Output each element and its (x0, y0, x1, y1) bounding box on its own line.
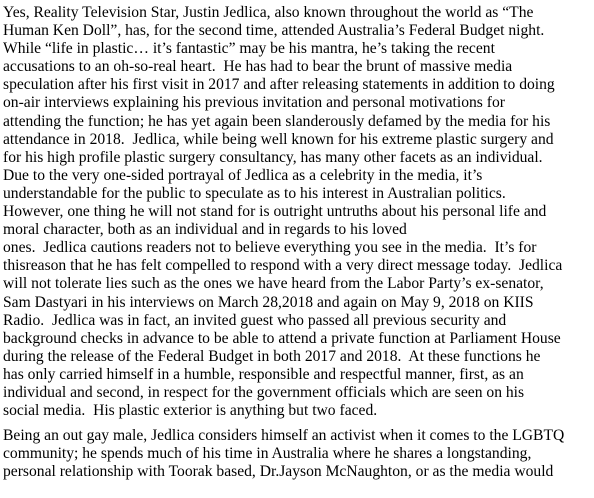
paragraph-2 (3, 427, 591, 481)
text-line: understandable for the public to speculate as to his interest in Australian politics. (3, 184, 506, 202)
text-line: However, one thing he will not stand for is outright untruths about his personal life and (3, 203, 547, 221)
document-body (3, 4, 591, 481)
text-line: background checks in advance to be able to attend a private function at Parliament House (3, 329, 561, 347)
text-line: personal relationship with Toorak based, Dr.Jayson McNaughton, or as the media would (3, 463, 554, 481)
text-line: Yes, Reality Television Star, Justin Jedlica, also known throughout the world as “The (3, 4, 534, 21)
text-line: social media. His plastic exterior is anything but two faced. (3, 402, 378, 420)
paragraph-1 (3, 4, 591, 420)
text-line: attendance in 2018. Jedlica, while being well known for his extreme plastic surgery and (3, 130, 554, 148)
text-line: While “life in plastic… it’s fantastic” may be his mantra, he’s taking the recent (3, 40, 495, 58)
text-line: accusations to an oh-so-real heart. He has had to bear the brunt of massive media (3, 58, 513, 76)
text-line: attending the function; he has yet again been slanderously defamed by the media for his (3, 112, 551, 130)
text-line: individual and second, in respect for the government officials which are seen on his (3, 383, 525, 401)
text-line: thisreason that he has felt compelled to respond with a very direct message today. Jedlica (3, 257, 563, 275)
text-line: Sam Dastyari in his interviews on March 28,2018 and again on May 9, 2018 on KIIS (3, 293, 534, 311)
text-line: has only carried himself in a humble, responsible and respectful manner, first, as an (3, 365, 524, 383)
text-line: ones. Jedlica cautions readers not to believe everything you see in the media. It’s for (3, 239, 537, 257)
text-line: Radio. Jedlica was in fact, an invited guest who passed all previous security and (3, 311, 507, 329)
text-line: Being an out gay male, Jedlica considers himself an activist when it comes to the LGBTQ (3, 427, 565, 445)
text-line: speculation after his first visit in 2017 and after releasing statements in addition to doing (3, 76, 555, 94)
paragraph-spacer (3, 420, 591, 427)
text-line: for his high profile plastic surgery consultancy, has many other facets as an individual. (3, 148, 543, 166)
text-line: Human Ken Doll”, has, for the second time, attended Australia’s Federal Budget night. (3, 22, 545, 40)
text-line: will not tolerate lies such as the ones we have heard from the Labor Party’s ex-senator, (3, 275, 544, 293)
text-line: community; he spends much of his time in Australia where he shares a longstanding, (3, 445, 532, 463)
text-line: Due to the very one-sided portrayal of Jedlica as a celebrity in the media, it’s (3, 166, 483, 184)
text-line: moral character, both as an individual and in regards to his loved (3, 221, 407, 239)
text-line: on-air interviews explaining his previous invitation and personal motivations for (3, 94, 505, 112)
text-line: during the release of the Federal Budget in both 2017 and 2018. At these functions he (3, 347, 541, 365)
